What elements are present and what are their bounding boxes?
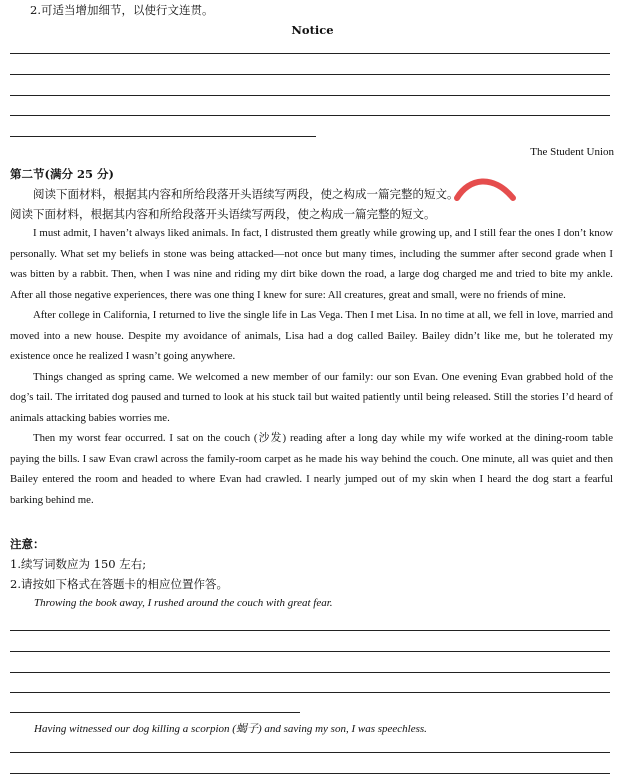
notice-title: Notice [291,23,334,37]
continuation-prompt-1: Throwing the book away, I rushed around the couch with great fear. [34,597,333,609]
writing-line [10,74,610,75]
writing-line [10,692,610,693]
writing-line [10,115,610,116]
signature: The Student Union [530,146,614,158]
writing-line [10,651,610,652]
story-paragraph-3: Things changed as spring came. We welcomed a new member of our family: our son Evan. One evening Evan grabbed hold of the dog’s tail. The irritated dog paused and turned to look at his stuck tail but waited patiently until being released. Still the stories I’d heard of animals attacking babies worries me. [10,370,613,424]
writing-line [10,752,610,753]
writing-line-short [10,136,316,137]
writing-line [10,95,610,96]
section-instruction-1: 阅读下面材料，根据其内容和所给段落开头语续写两段，使之构成一篇完整的短文。 [33,187,459,201]
section-instruction-2: 阅读下面材料，根据其内容和所给段落开头语续写两段，使之构成一篇完整的短文。 [10,207,436,221]
continuation-prompt-2: Having witnessed our dog killing a scorpion (蝎子) and saving my son, I was speechless. [34,723,427,735]
top-instruction: 2.可适当增加细节，以使行文连贯。 [30,3,214,17]
story-paragraph-1: I must admit, I haven’t always liked animals. In fact, I distrusted them greatly while growing up, and I still fear the ones I don’t know personally. What set my beliefs in stone was being attacked—not once but many times, including the summer after second grade when I was bitten by a rabbit. Then, when I was nine and riding my dirt bike down the road, a large dog charged me and tried to bite my ankle. After all those negative experiences, there was one thing I knew for sure: All creatures, great and small, were no friends of mine. [10,227,613,301]
section-heading: 第二节(满分 25 分) [10,167,114,181]
story-paragraph-2: After college in California, I returned to live the single life in Las Vega. Then I met Lisa. In no time at all, we fell in love, married and moved into a new house. Despite my avoidance of animals, Lisa had a dog called Bailey. Bailey didn’t like me, but he tolerated my existence once he realized I wasn’t going anywhere. [10,309,613,362]
writing-line [10,53,610,54]
writing-line [10,630,610,631]
red-stamp-mark [453,172,517,212]
story-paragraph-4: Then my worst fear occurred. I sat on the couch (沙发) reading after a long day while my wife worked at the dining-room table paying the bills. I saw Evan crawl across the family-room carpet as he made his way behind the couch. One minute, all was quiet and then Bailey entered the room and headed to where Evan had crawled. I nearly jumped out of my skin when I heard the dog start a fearful barking behind me. [10,432,613,506]
notes-label: 注意： [10,537,45,551]
writing-line-short [10,712,300,713]
note-item-1: 1.续写词数应为 150 左右; [10,557,147,571]
writing-line [10,672,610,673]
note-item-2: 2.请按如下格式在答题卡的相应位置作答。 [10,577,228,591]
writing-line [10,773,610,774]
story-passage [10,223,613,510]
